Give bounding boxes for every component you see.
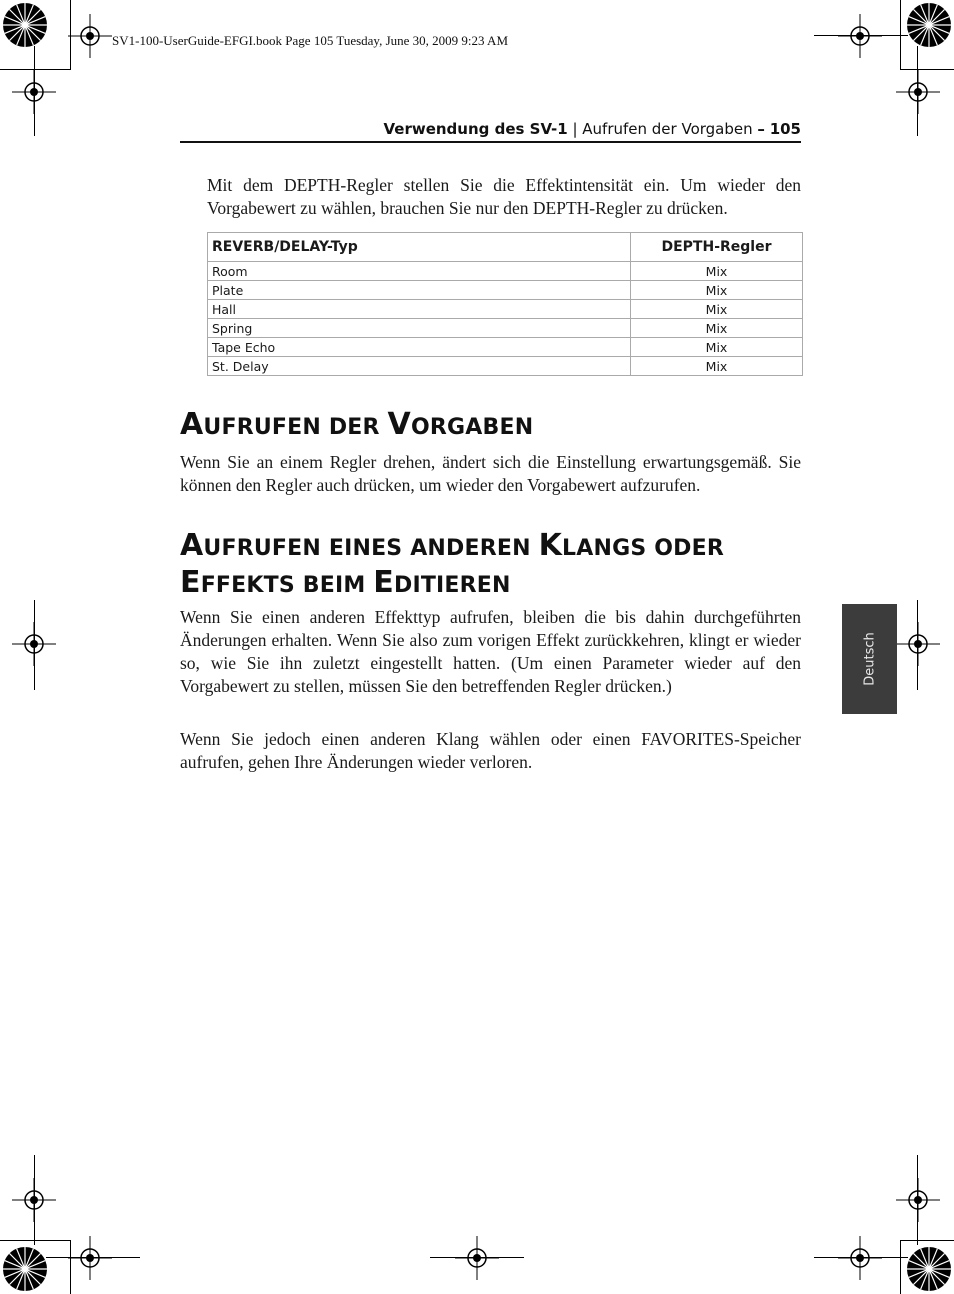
registration-mark-icon bbox=[838, 1236, 882, 1280]
registration-mark-icon bbox=[68, 1236, 112, 1280]
registration-mark-icon bbox=[68, 14, 112, 58]
language-tab-label: Deutsch bbox=[862, 632, 877, 686]
running-head-section: Verwendung des SV-1 bbox=[383, 120, 568, 138]
table-cell-type: Room bbox=[208, 262, 631, 281]
heading-line bbox=[180, 529, 724, 566]
crop-line bbox=[900, 1240, 901, 1294]
crop-line bbox=[814, 1257, 908, 1258]
table-row bbox=[208, 300, 803, 319]
crop-line bbox=[917, 1155, 918, 1245]
heading-smallcaps: UFRUFEN EINES ANDEREN bbox=[203, 536, 539, 561]
table-cell-depth: Mix bbox=[631, 319, 803, 338]
heading-smallcaps: LANGS ODER bbox=[562, 536, 724, 561]
heading-initial: E bbox=[373, 565, 394, 600]
heading-initial: A bbox=[180, 407, 204, 442]
language-tab bbox=[842, 604, 897, 714]
effects-table bbox=[207, 232, 803, 376]
crop-line bbox=[917, 46, 918, 136]
crop-line bbox=[34, 46, 35, 136]
intro-paragraph: Mit dem DEPTH-Regler stellen Sie die Effektintensität ein. Um wieder den Vorgabewert zu wählen, brauchen Sie nur den DEPTH-Regler zu drücken. bbox=[207, 175, 801, 218]
registration-mark-icon bbox=[455, 1236, 499, 1280]
heading-smallcaps: ORGABEN bbox=[410, 415, 534, 440]
table-cell-depth: Mix bbox=[631, 300, 803, 319]
page-number: 105 bbox=[769, 120, 801, 138]
crop-line bbox=[430, 1257, 524, 1258]
running-head bbox=[180, 119, 801, 143]
crop-line bbox=[34, 1155, 35, 1245]
table-header-depth: DEPTH-Regler bbox=[631, 233, 803, 262]
table-header-row bbox=[208, 233, 803, 262]
heading-initial: E bbox=[180, 565, 201, 600]
table-row bbox=[208, 281, 803, 300]
crop-line bbox=[46, 1257, 140, 1258]
section-heading bbox=[180, 408, 533, 445]
heading-initial: V bbox=[387, 407, 411, 442]
starburst-target-icon bbox=[2, 1246, 48, 1292]
registration-mark-icon bbox=[896, 622, 940, 666]
table-cell-depth: Mix bbox=[631, 357, 803, 376]
section2-body-1: Wenn Sie einen anderen Effekttyp aufrufen, bleiben die bis dahin durchgeführten Änderungen erhalten. Wenn Sie also zum vorigen Effekt zurückkehren, klingt er wieder so, wie Sie ihn zuletzt eingestellt hatten. (Um einen Parameter wieder auf den Vorgabewert zu stellen, müssen Sie den betreffenden Regler drücken.) bbox=[180, 607, 801, 696]
running-head-dash: – bbox=[757, 120, 765, 138]
section1-body: Wenn Sie an einem Regler drehen, ändert sich die Einstellung erwartungsgemäß. Sie können den Regler auch drücken, um wieder den Vorgabewert aufzurufen. bbox=[180, 452, 801, 495]
table-cell-depth: Mix bbox=[631, 262, 803, 281]
starburst-target-icon bbox=[906, 1246, 952, 1292]
registration-mark-icon bbox=[838, 14, 882, 58]
heading-initial: A bbox=[180, 528, 204, 563]
table-row bbox=[208, 338, 803, 357]
heading-line bbox=[180, 566, 724, 603]
table-header-type: REVERB/DELAY-Typ bbox=[208, 233, 631, 262]
heading-smallcaps: DITIEREN bbox=[393, 573, 511, 598]
crop-line bbox=[814, 35, 908, 36]
table-cell-type: Hall bbox=[208, 300, 631, 319]
table-cell-type: Spring bbox=[208, 319, 631, 338]
registration-mark-icon bbox=[896, 70, 940, 114]
starburst-target-icon bbox=[906, 2, 952, 48]
table-row bbox=[208, 319, 803, 338]
crop-line bbox=[34, 600, 35, 690]
running-head-separator: | bbox=[572, 120, 578, 138]
heading-initial: K bbox=[538, 528, 563, 563]
table-cell-type: St. Delay bbox=[208, 357, 631, 376]
table-cell-depth: Mix bbox=[631, 338, 803, 357]
table-row bbox=[208, 357, 803, 376]
heading-smallcaps: FFEKTS BEIM bbox=[200, 573, 374, 598]
crop-line bbox=[0, 1240, 70, 1241]
table-cell-depth: Mix bbox=[631, 281, 803, 300]
table-row bbox=[208, 262, 803, 281]
table-cell-type: Plate bbox=[208, 281, 631, 300]
crop-line bbox=[917, 600, 918, 690]
heading-smallcaps: UFRUFEN DER bbox=[203, 415, 388, 440]
print-info: SV1-100-UserGuide-EFGI.book Page 105 Tuesday, June 30, 2009 9:23 AM bbox=[112, 33, 509, 48]
running-head-subsection: Aufrufen der Vorgaben bbox=[582, 120, 753, 138]
registration-mark-icon bbox=[896, 1178, 940, 1222]
starburst-target-icon bbox=[2, 2, 48, 48]
section2-body-2: Wenn Sie jedoch einen anderen Klang wählen oder einen FAVORITES-Speicher aufrufen, gehen Ihre Änderungen wieder verloren. bbox=[180, 729, 801, 772]
section-heading bbox=[180, 529, 724, 603]
table-cell-type: Tape Echo bbox=[208, 338, 631, 357]
crop-line bbox=[900, 1240, 954, 1241]
